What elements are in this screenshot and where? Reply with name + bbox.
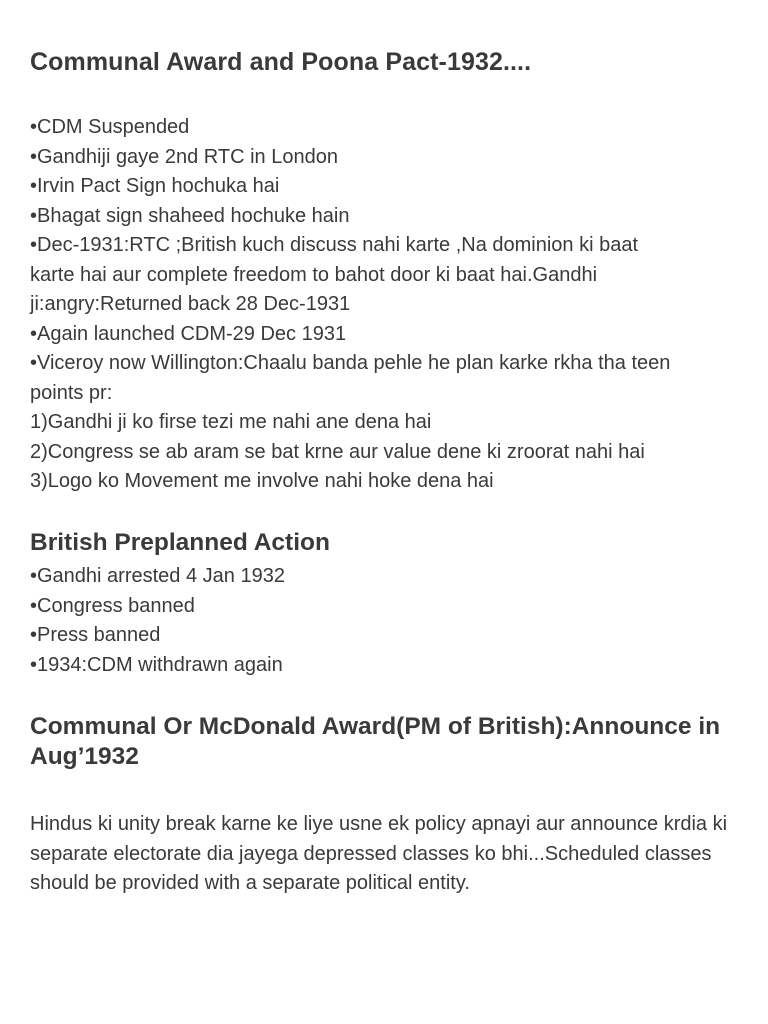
list-item: •Gandhi arrested 4 Jan 1932 (30, 565, 285, 587)
intro-list (30, 113, 742, 497)
list-item: •Dec-1931:RTC ;British kuch discuss nahi karte ,Na dominion ki baat (30, 234, 639, 256)
list-item: ji:angry:Returned back 28 Dec-1931 (30, 293, 351, 315)
list-item: •CDM Suspended (30, 116, 190, 138)
list-item: 1)Gandhi ji ko firse tezi me nahi ane dena hai (30, 411, 432, 433)
list-item: •Bhagat sign shaheed hochuke hain (30, 204, 350, 227)
list-item: 3)Logo ko Movement me involve nahi hoke dena hai (30, 470, 494, 492)
list-item: •1934:CDM withdrawn again (30, 653, 283, 676)
list-item: •Viceroy now Willington:Chaalu banda pehle he plan karke rkha tha teen (30, 352, 671, 374)
communal-award-paragraph: Hindus ki unity break karne ke liye usne ek policy apnayi aur announce krdia ki separate electorate dia jayega depressed classes ko bhi...Scheduled classes should be provided with a separate political entity. (30, 813, 728, 894)
list-item: 2)Congress se ab aram se bat krne aur value dene ki zroorat nahi hai (30, 440, 645, 463)
list-item: •Again launched CDM-29 Dec 1931 (30, 322, 347, 345)
list-item: •Press banned (30, 624, 161, 646)
list-item: •Gandhiji gaye 2nd RTC in London (30, 145, 338, 168)
list-item: •Congress banned (30, 594, 195, 617)
page-title: Communal Award and Poona Pact-1932.... (30, 48, 532, 76)
british-action-list (30, 562, 742, 680)
list-item: karte hai aur complete freedom to bahot door ki baat hai.Gandhi (30, 263, 598, 286)
list-item: points pr: (30, 381, 113, 404)
list-item: •Irvin Pact Sign hochuka hai (30, 175, 280, 197)
british-action-heading: British Preplanned Action (30, 529, 330, 556)
communal-award-heading: Communal Or McDonald Award(PM of British):Announce in Aug’1932 (30, 713, 721, 770)
